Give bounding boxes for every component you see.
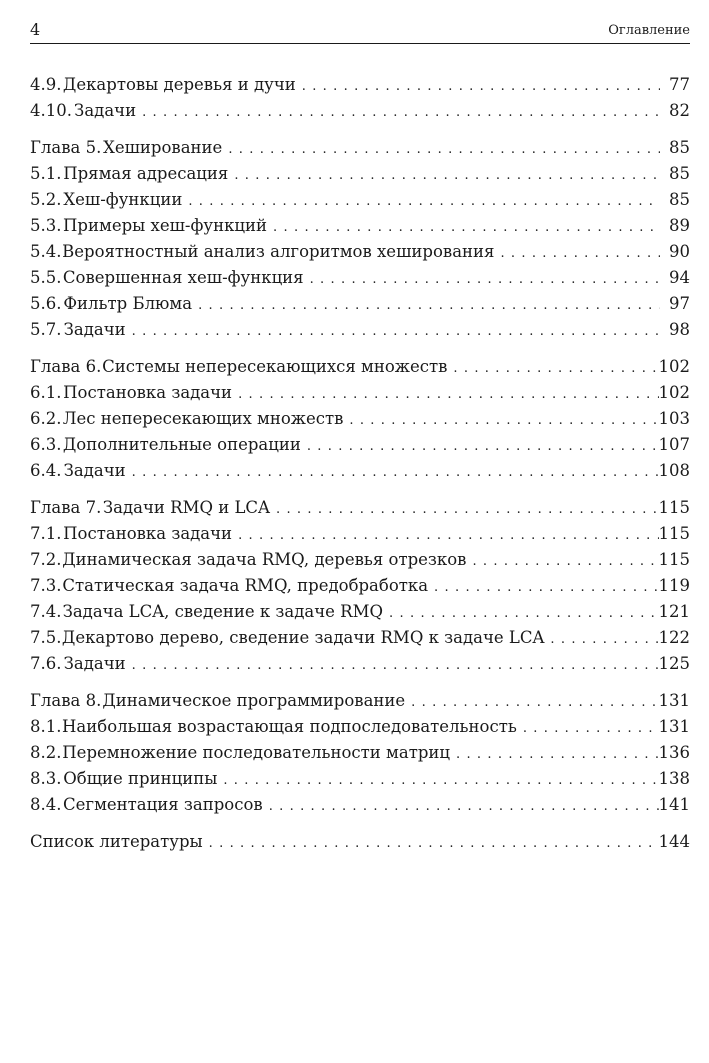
toc-entry-number: Глава 7. xyxy=(30,498,102,517)
dot-leader xyxy=(126,319,660,345)
toc-entry-number: 6.2. xyxy=(30,409,62,428)
toc-entry[interactable] xyxy=(30,688,690,714)
toc-entry[interactable] xyxy=(30,213,690,239)
toc-entry[interactable] xyxy=(30,792,690,818)
toc-entry-title: Системы непересекающихся множеств xyxy=(102,357,448,376)
toc-entry-number: 6.1. xyxy=(30,383,62,402)
page-header xyxy=(30,18,690,44)
dot-leader xyxy=(267,215,660,241)
toc-entry-page: 107 xyxy=(658,435,690,454)
dot-leader xyxy=(447,356,658,382)
toc-entry-number: 8.1. xyxy=(30,717,62,736)
toc-entry[interactable] xyxy=(30,521,690,547)
dot-leader xyxy=(203,831,659,857)
dot-leader xyxy=(544,627,658,653)
toc-entry-number: 7.1. xyxy=(30,524,62,543)
toc-entry-number: 5.6. xyxy=(30,294,62,313)
toc-entry[interactable] xyxy=(30,135,690,161)
toc-entry-title: Наибольшая возрастающая подпоследовательность xyxy=(62,717,517,736)
toc-entry[interactable] xyxy=(30,573,690,599)
dot-leader xyxy=(517,716,659,742)
toc-entry-number: 8.2. xyxy=(30,743,62,762)
toc-entry-number: 7.2. xyxy=(30,550,62,569)
toc-entry-title: Задачи xyxy=(63,654,126,673)
dot-leader xyxy=(126,460,659,486)
toc-entry-page: 102 xyxy=(658,357,690,376)
toc-entry-page: 97 xyxy=(669,294,690,313)
toc-entry[interactable] xyxy=(30,380,690,406)
toc-entry-number: 7.6. xyxy=(30,654,62,673)
toc-entry-number: 5.4. xyxy=(30,242,62,261)
dot-leader xyxy=(494,241,660,267)
toc-entry-number: Глава 5. xyxy=(30,138,102,157)
dot-leader xyxy=(270,497,659,523)
toc-entry-page: 115 xyxy=(658,550,690,569)
dot-leader xyxy=(405,690,658,716)
dot-leader xyxy=(428,575,658,601)
toc-group xyxy=(30,495,690,677)
dot-leader xyxy=(450,742,659,768)
toc-entry-title: Хеширование xyxy=(103,138,223,157)
toc-entry-number: 6.3. xyxy=(30,435,62,454)
dot-leader xyxy=(301,434,659,460)
toc-entry-number: Глава 8. xyxy=(30,691,102,710)
page-number: 4 xyxy=(30,20,41,39)
toc-entry-title: Постановка задачи xyxy=(63,383,233,402)
dot-leader xyxy=(232,382,658,408)
toc-entry[interactable] xyxy=(30,766,690,792)
dot-leader xyxy=(466,549,658,575)
dot-leader xyxy=(192,293,660,319)
toc-entry-page: 144 xyxy=(658,832,690,851)
toc-entry[interactable] xyxy=(30,98,690,124)
dot-leader xyxy=(263,794,659,820)
toc-entry[interactable] xyxy=(30,354,690,380)
toc-entry-page: 125 xyxy=(658,654,690,673)
toc-entry-title: Список литературы xyxy=(30,832,203,851)
dot-leader xyxy=(222,137,660,163)
toc-entry-number: 7.3. xyxy=(30,576,62,595)
toc-group xyxy=(30,72,690,124)
dot-leader xyxy=(182,189,660,215)
dot-leader xyxy=(296,74,660,100)
toc-entry-title: Совершенная хеш-функция xyxy=(62,268,304,287)
toc-entry[interactable] xyxy=(30,625,690,651)
toc-entry[interactable] xyxy=(30,291,690,317)
toc-entry-title: Задачи xyxy=(63,320,126,339)
toc-entry-page: 115 xyxy=(658,498,690,517)
toc-entry[interactable] xyxy=(30,239,690,265)
toc-entry-title: Фильтр Блюма xyxy=(63,294,193,313)
toc-entry[interactable] xyxy=(30,72,690,98)
toc-entry[interactable] xyxy=(30,187,690,213)
dot-leader xyxy=(136,100,660,126)
toc-entry-title: Общие принципы xyxy=(63,769,218,788)
toc-entry-number: 5.1. xyxy=(30,164,62,183)
dot-leader xyxy=(232,523,658,549)
toc-entry-page: 89 xyxy=(669,216,690,235)
toc-entry-title: Динамическая задача RMQ, деревья отрезков xyxy=(62,550,467,569)
toc-entry-title: Декартовы деревья и дучи xyxy=(62,75,296,94)
toc-entry-title: Задачи xyxy=(63,461,126,480)
toc-entry-title: Сегментация запросов xyxy=(63,795,263,814)
toc-entry-number: 5.3. xyxy=(30,216,62,235)
toc-entry-page: 131 xyxy=(658,717,690,736)
toc-entry-page: 94 xyxy=(669,268,690,287)
toc-entry-title: Прямая адресация xyxy=(63,164,229,183)
toc-entry-number: 5.7. xyxy=(30,320,62,339)
toc-entry-title: Вероятностный анализ алгоритмов хеширования xyxy=(62,242,495,261)
toc-entry-page: 85 xyxy=(669,164,690,183)
toc-entry[interactable] xyxy=(30,740,690,766)
toc-entry-page: 85 xyxy=(669,138,690,157)
running-title: Оглавление xyxy=(608,23,690,38)
toc-entry-number: 5.2. xyxy=(30,190,62,209)
toc-entry[interactable] xyxy=(30,458,690,484)
toc-entry-page: 141 xyxy=(658,795,690,814)
toc-entry[interactable] xyxy=(30,161,690,187)
toc-entry-page: 85 xyxy=(669,190,690,209)
toc-entry-title: Дополнительные операции xyxy=(62,435,301,454)
toc-entry-page: 77 xyxy=(669,75,690,94)
toc-entry-number: Глава 6. xyxy=(30,357,102,376)
toc-entry[interactable] xyxy=(30,547,690,573)
toc-entry-page: 136 xyxy=(658,743,690,762)
toc-entry-number: 8.3. xyxy=(30,769,62,788)
toc-entry-title: Динамическое программирование xyxy=(102,691,406,710)
dot-leader xyxy=(383,601,658,627)
toc-entry-title: Статическая задача RMQ, предобработка xyxy=(62,576,429,595)
toc-entry-title: Декартово дерево, сведение задачи RMQ к задаче LCA xyxy=(61,628,545,647)
toc-entry[interactable] xyxy=(30,317,690,343)
toc-entry-page: 108 xyxy=(658,461,690,480)
toc-group xyxy=(30,354,690,484)
toc-entry-page: 138 xyxy=(658,769,690,788)
toc-entry-title: Примеры хеш-функций xyxy=(63,216,268,235)
toc-entry-title: Перемножение последовательности матриц xyxy=(62,743,450,762)
toc-group xyxy=(30,688,690,818)
toc-entry-title: Хеш-функции xyxy=(63,190,183,209)
toc-entry-title: Постановка задачи xyxy=(63,524,233,543)
toc-entry[interactable] xyxy=(30,406,690,432)
dot-leader xyxy=(217,768,658,794)
toc-group xyxy=(30,135,690,343)
toc-entry-number: 7.4. xyxy=(30,602,62,621)
toc-entry-number: 4.10. xyxy=(30,101,72,120)
toc-entry-page: 131 xyxy=(658,691,690,710)
toc-entry[interactable] xyxy=(30,599,690,625)
toc-entry[interactable] xyxy=(30,432,690,458)
toc-entry[interactable] xyxy=(30,651,690,677)
toc-entry-number: 7.5. xyxy=(30,628,62,647)
toc-entry-page: 82 xyxy=(669,101,690,120)
toc-entry-title: Задача LCA, сведение к задаче RMQ xyxy=(62,602,384,621)
toc-entry[interactable] xyxy=(30,265,690,291)
toc-entry[interactable] xyxy=(30,714,690,740)
table-of-contents xyxy=(30,72,690,866)
toc-entry-page: 119 xyxy=(658,576,690,595)
toc-entry-page: 115 xyxy=(658,524,690,543)
dot-leader xyxy=(343,408,658,434)
toc-entry-number: 6.4. xyxy=(30,461,62,480)
toc-entry-page: 121 xyxy=(658,602,690,621)
toc-entry-page: 98 xyxy=(669,320,690,339)
toc-entry-title: Задачи xyxy=(74,101,137,120)
toc-entry[interactable] xyxy=(30,829,690,855)
toc-entry-page: 122 xyxy=(658,628,690,647)
toc-group xyxy=(30,829,690,855)
toc-entry[interactable] xyxy=(30,495,690,521)
toc-entry-number: 5.5. xyxy=(30,268,62,287)
toc-entry-title: Лес непересекающих множеств xyxy=(62,409,344,428)
dot-leader xyxy=(228,163,660,189)
toc-entry-number: 8.4. xyxy=(30,795,62,814)
toc-entry-page: 90 xyxy=(669,242,690,261)
toc-entry-number: 4.9. xyxy=(30,75,62,94)
toc-entry-page: 103 xyxy=(658,409,690,428)
dot-leader xyxy=(126,653,659,679)
toc-entry-page: 102 xyxy=(658,383,690,402)
dot-leader xyxy=(304,267,660,293)
toc-entry-title: Задачи RMQ и LCA xyxy=(102,498,270,517)
